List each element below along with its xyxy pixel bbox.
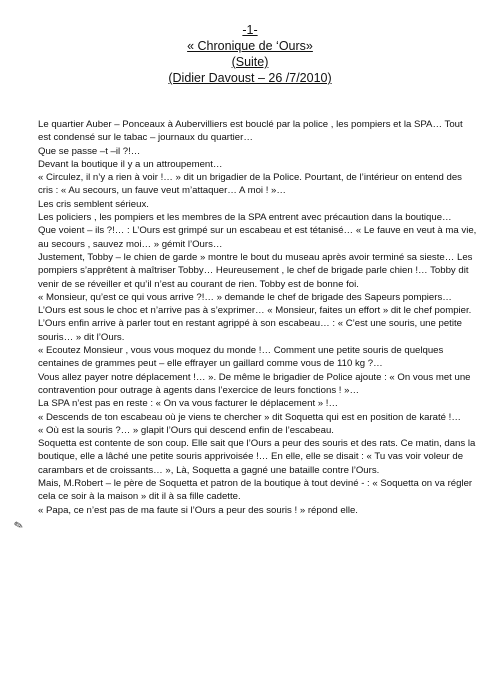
paragraph: Soquetta est contente de son coup. Elle sait que l’Ours a peur des souris et des rats. Ce matin, dans la boutique, elle a lâché une petite souris apprivoisée !… En elle, elle se disait : « Tu vas voir voleur de carambars et de croissants… », Là, Soquetta a gagné une bataille contre l’Ours. — [38, 438, 476, 476]
document-title: « Chronique de ‘Ours» — [187, 39, 313, 53]
document-body — [38, 118, 478, 517]
page-number: -1- — [242, 23, 258, 37]
paragraph: « Monsieur, qu’est ce qui vous arrive ?!… » demande le chef de brigade des Sapeurs pompiers… — [38, 291, 452, 303]
paragraph: « Papa, ce n’est pas de ma faute si l’Ours a peur des souris ! » répond elle. — [38, 504, 358, 516]
document-subtitle: (Suite) — [231, 55, 269, 69]
paragraph: Que voient – ils ?!… : L’Ours est grimpé sur un escabeau et est tétanisé… « Le fauve en veut à ma vie, au secours , sauvez moi… » gémit l’Ours… — [38, 225, 477, 250]
paragraph: « Circulez, il n’y a rien à voir !… » dit un brigadier de la Police. Pourtant, de l’intérieur on entend des cris : « Au secours, un fauve veut m’attaquer… A moi ! »… — [38, 172, 462, 197]
paragraph: Vous allez payer notre déplacement !… ». De même le brigadier de Police ajoute : « On vous met une contravention pour outrage à agents dans l’exercice de leurs fonctions ! »… — [38, 371, 471, 396]
paragraph: Devant la boutique il y a un attroupement… — [38, 158, 223, 170]
paragraph: La SPA n’est pas en reste : « On va vous facturer le déplacement » !… — [38, 398, 339, 410]
paragraph: L’Ours enfin arrive à parler tout en restant agrippé à son escabeau… : « C’est une souris, une petite souris… » dit l’Ours. — [38, 318, 462, 343]
paragraph: Que se passe –t –il ?!… — [38, 145, 141, 157]
paragraph: « Ecoutez Monsieur , vous vous moquez du monde !… Comment une petite souris de quelques centaines de grammes peut – elle effrayer un gaillard comme vous de 110 kg ?… — [38, 345, 444, 370]
paragraph: Mais, M.Robert – le père de Soquetta et patron de la boutique à tout deviné - : « Soquetta on va régler cela ce soir à la maison » dit il à sa fille cadette. — [38, 478, 473, 503]
pen-mark: ✎ — [12, 518, 25, 533]
document-header — [0, 22, 500, 86]
paragraph: Le quartier Auber – Ponceaux à Aubervilliers est bouclé par la police , les pompiers et la SPA… Tout est condensé sur le tabac – journaux du quartier… — [38, 119, 463, 144]
paragraph: « Descends de ton escabeau où je viens te chercher » dit Soquetta qui est en position de karaté !… — [38, 411, 461, 423]
document-byline: (Didier Davoust – 26 /7/2010) — [168, 71, 332, 85]
paragraph: Les policiers , les pompiers et les membres de la SPA entrent avec précaution dans la boutique… — [38, 212, 452, 224]
paragraph: L’Ours est sous le choc et n’arrive pas à s’exprimer… « Monsieur, faites un effort » dit le chef pompier. — [38, 305, 472, 317]
paragraph: Justement, Tobby – le chien de garde » montre le bout du museau après avoir terminé sa sieste… Les pompiers s’apprêtent à maîtriser Tobby… Heureusement , le chef de brigade parle chien !… Tobby dit venir de se réveiller et qu’il n’est au courant de rien. Tobby est de bonne foi. — [38, 251, 473, 290]
paragraph: « Où est la souris ?… » glapit l’Ours qui descend enfin de l’escabeau. — [38, 424, 334, 436]
paragraph: Les cris semblent sérieux. — [38, 198, 149, 210]
